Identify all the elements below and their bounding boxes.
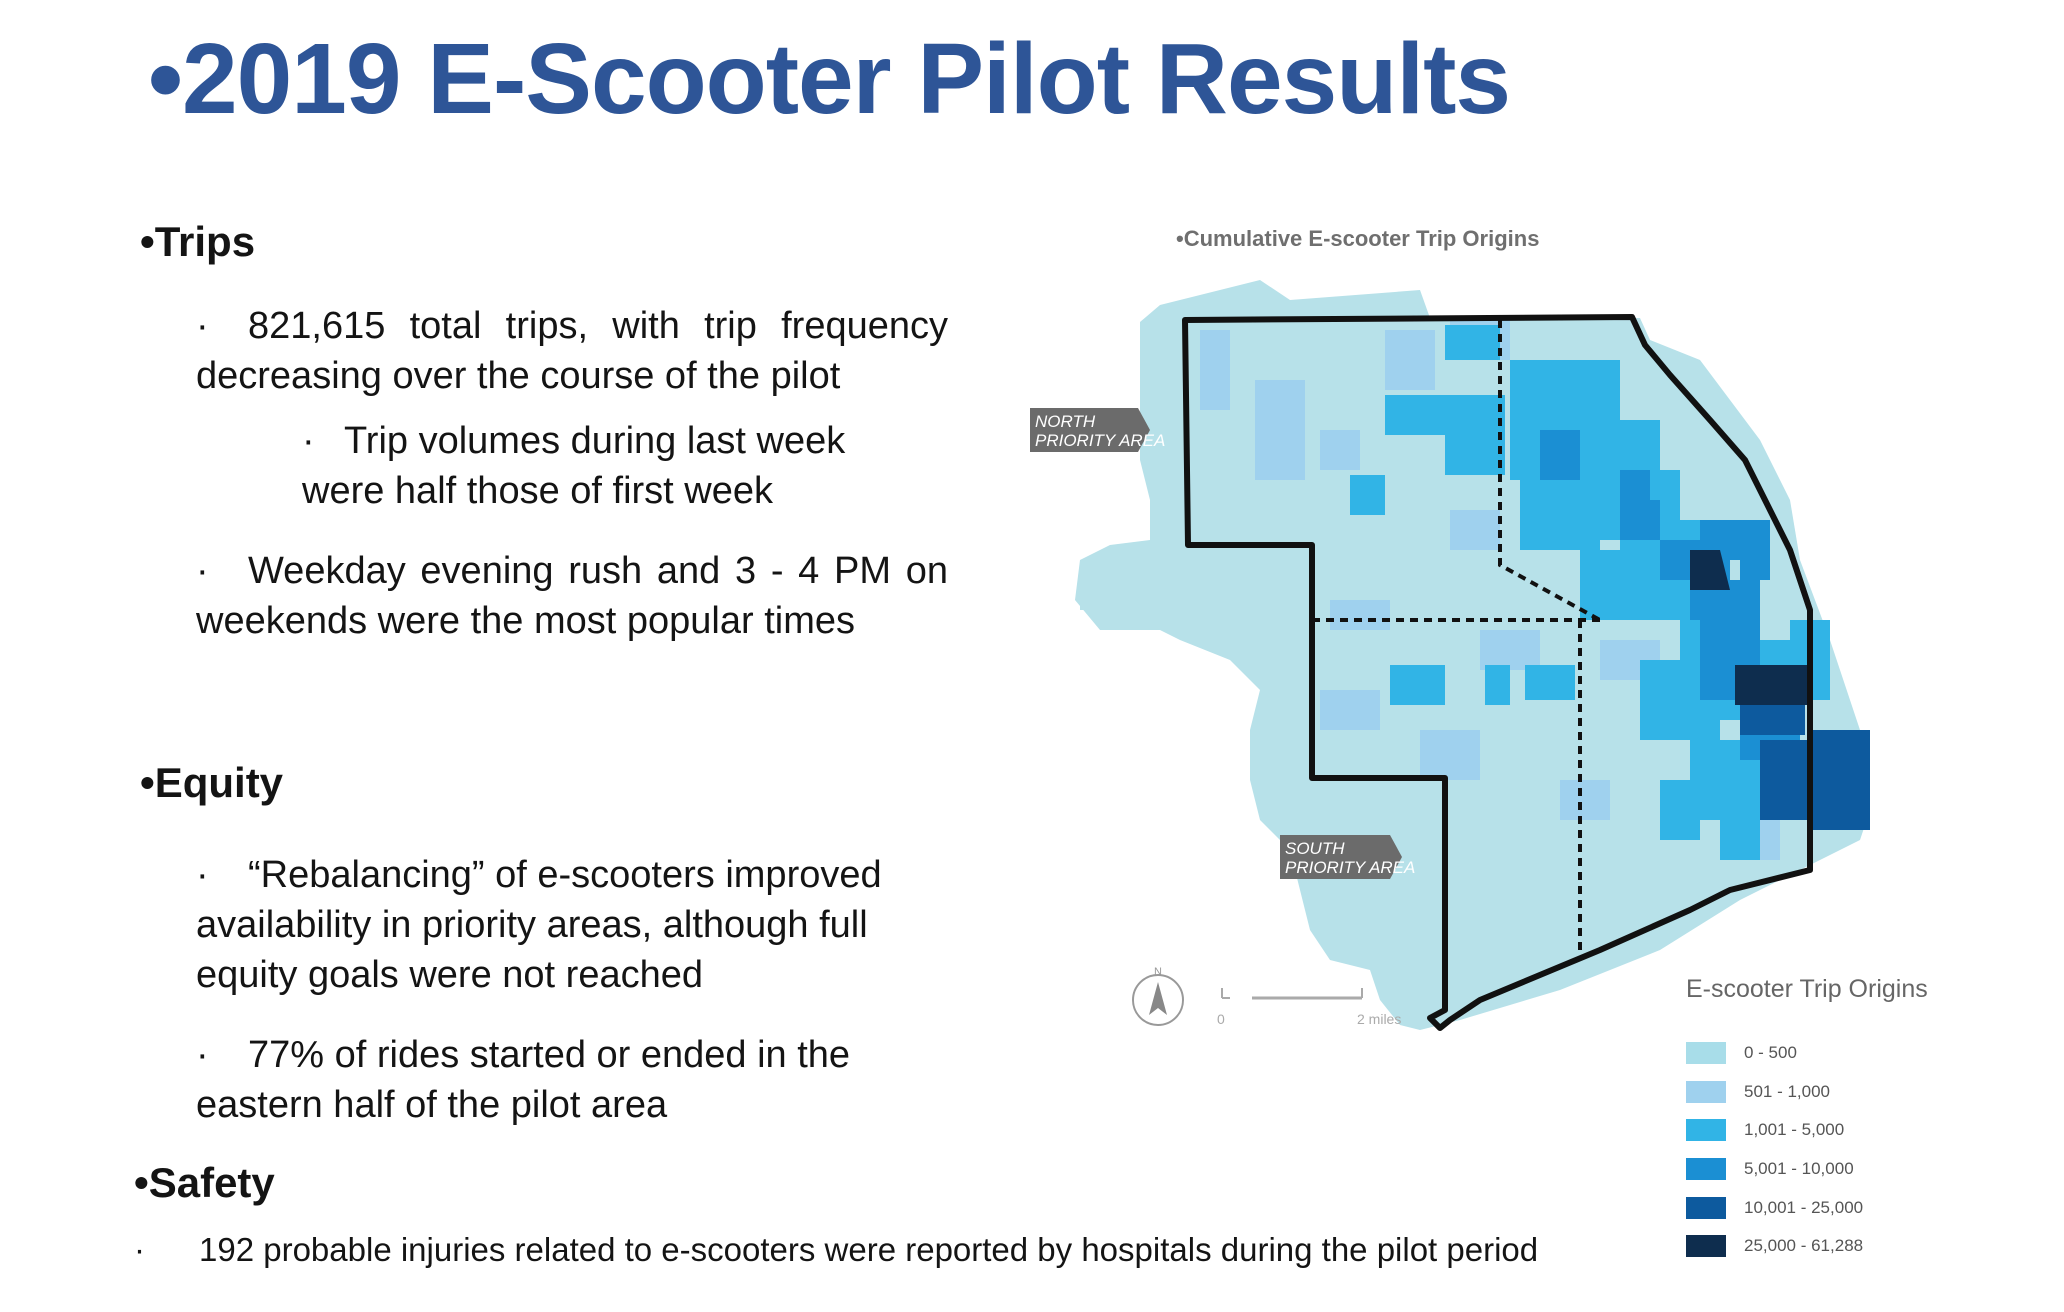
legend-label: 5,001 - 10,000 [1744,1159,1854,1179]
bullet-dot: · [196,550,209,592]
trips-bullet-2-text: Weekday evening rush and 3 - 4 PM on weekends were the most popular times [196,550,948,642]
bullet-dot: · [134,1231,145,1268]
legend-swatch [1686,1158,1726,1180]
bullet-dot: · [196,854,209,896]
trips-sub-bullet-text: Trip volumes during last week were half those of first week [302,420,846,512]
north-priority-label-1: NORTH [1035,412,1096,431]
legend-label: 10,001 - 25,000 [1744,1197,1864,1217]
north-priority-label-2: PRIORITY AREA [1035,431,1166,450]
legend-item [1686,1073,1928,1112]
equity-bullet-1-text: “Rebalancing” of e-scooters improved availability in priority areas, although full equity goals were not reached [196,854,882,996]
legend-swatch [1686,1235,1726,1257]
equity-heading: •Equity [140,759,284,806]
equity-bullet-2-text: 77% of rides started or ended in the eastern half of the pilot area [196,1034,851,1126]
legend-swatch [1686,1119,1726,1141]
scale-bar [1217,988,1401,1027]
safety-heading: •Safety [134,1159,275,1206]
legend-swatch [1686,1081,1726,1103]
legend-title: E-scooter Trip Origins [1686,975,1928,1003]
legend-item [1686,1111,1928,1150]
north-arrow-icon [1133,966,1183,1025]
legend-swatch [1686,1042,1726,1064]
legend-item [1686,1150,1928,1189]
trips-sub-bullet [302,416,922,516]
legend-item [1686,1188,1928,1227]
scale-end-label: 2 miles [1357,1011,1402,1027]
equity-bullet-2 [196,1030,948,1130]
legend-item [1686,1034,1928,1073]
equity-bullet-1 [196,850,948,1000]
map-caption: •Cumulative E-scooter Trip Origins [1176,226,1540,251]
bullet-dot: · [196,305,209,347]
legend-item [1686,1227,1928,1266]
south-priority-label-1: SOUTH [1285,839,1345,858]
legend-swatch [1686,1197,1726,1219]
trips-bullet-1 [196,301,948,401]
bullet-dot: · [196,1034,209,1076]
trips-bullet-1-text: 821,615 total trips, with trip frequency decreasing over the course of the pilot [196,305,948,397]
slide-title: •2019 E-Scooter Pilot Results [148,23,1511,135]
safety-bullet-1 [134,1231,1538,1269]
map-legend [1686,975,1928,1266]
trips-bullet-2 [196,546,948,646]
legend-label: 25,000 - 61,288 [1744,1236,1864,1256]
legend-label: 1,001 - 5,000 [1744,1120,1845,1140]
legend-label: 0 - 500 [1744,1043,1797,1063]
safety-bullet-1-text: 192 probable injuries related to e-scooters were reported by hospitals during the pilot period [199,1231,1539,1268]
trips-heading: •Trips [140,218,256,265]
legend-label: 501 - 1,000 [1744,1081,1831,1101]
trip-origins-map [1020,260,1880,1060]
south-priority-label-2: PRIORITY AREA [1285,858,1416,877]
scale-start-label: 0 [1217,1011,1225,1027]
bullet-dot: · [302,420,315,462]
compass-n-label: N [1154,966,1162,978]
